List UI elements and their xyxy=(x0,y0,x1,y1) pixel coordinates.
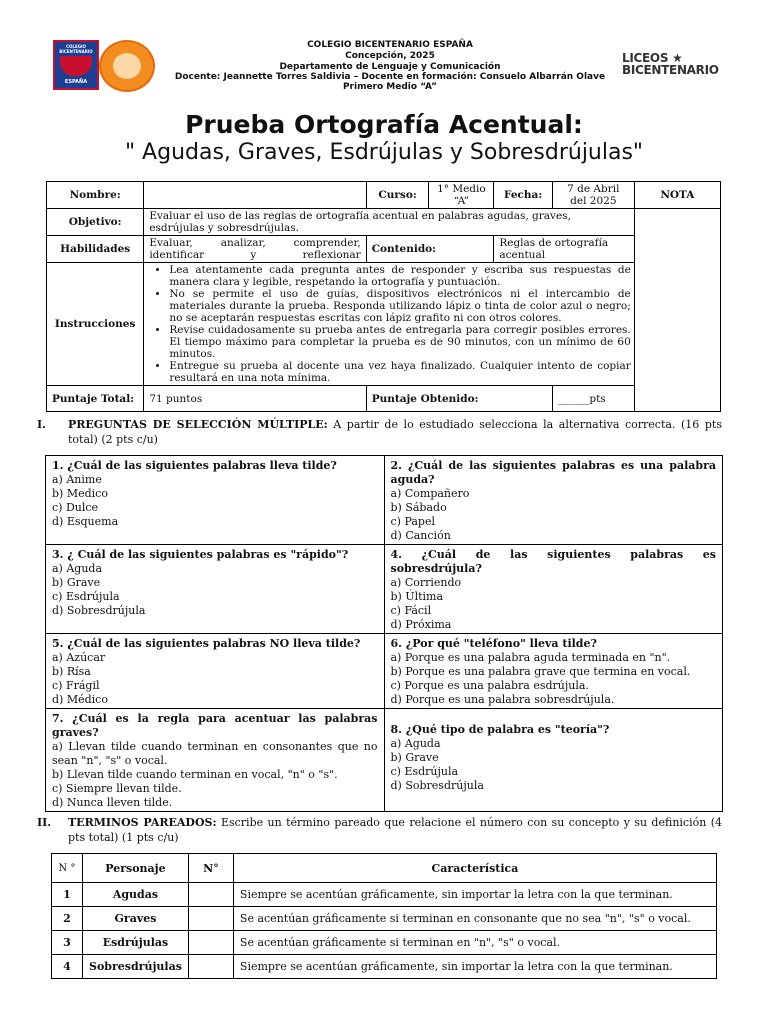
puntaje-obtenido-label: Puntaje Obtenido: xyxy=(366,386,552,412)
habilidades-value: Evaluar, analizar, comprender, identificar y reflexionar xyxy=(144,236,366,263)
student-info-table xyxy=(46,181,721,412)
fecha-label: Fecha: xyxy=(494,182,553,209)
page-subtitle: " Agudas, Graves, Esdrújulas y Sobresdrújulas" xyxy=(124,140,644,165)
option-c[interactable]: c) Esdrújula xyxy=(52,590,120,603)
section-1-number: I. xyxy=(37,418,46,431)
table-row xyxy=(52,907,717,931)
option-a[interactable]: a) Azúcar xyxy=(52,651,106,664)
objetivo-value: Evaluar el uso de las reglas de ortografía acentual en palabras agudas, graves, esdrújulas y sobresdrújulas. xyxy=(144,209,634,236)
seal-figure-icon xyxy=(113,53,141,79)
col-header-caracteristica: Característica xyxy=(233,854,716,883)
row-number: 1 xyxy=(52,883,83,907)
option-c[interactable]: c) Fácil xyxy=(390,604,432,617)
liceos-logo-line1: LICEOS ★ xyxy=(622,51,683,65)
option-a[interactable]: a) Compañero xyxy=(390,487,470,500)
instructions-list xyxy=(147,264,630,384)
col-header-personaje: Personaje xyxy=(83,854,189,883)
option-c[interactable]: c) Esdrújula xyxy=(390,765,459,778)
option-b[interactable]: b) Grave xyxy=(390,751,439,764)
question-text: 6. ¿Por qué "teléfono" lleva tilde? xyxy=(390,637,597,650)
question-text: 8. ¿Qué tipo de palabra es "teoría"? xyxy=(390,723,610,736)
option-a[interactable]: a) Llevan tilde cuando terminan en consonantes que no sean "n", "s" o vocal. xyxy=(52,740,378,767)
section-1-title: PREGUNTAS DE SELECCIÓN MÚLTIPLE: xyxy=(68,418,328,431)
questions-table xyxy=(45,455,723,812)
round-seal-logo xyxy=(99,40,155,92)
puntaje-total-value: 71 puntos xyxy=(144,386,366,412)
question-4 xyxy=(384,545,723,634)
instruction-item: • No se permite el uso de guías, dispositivos electrónicos ni el intercambio de materiales durante la prueba. Responda utilizando lápiz o tinta de color azul o negro; no se aceptarán respuestas escritas con lápiz grafito ni con otros colores. xyxy=(169,288,630,324)
row-caracteristica: Siempre se acentúan gráficamente, sin importar la letra con la que terminan. xyxy=(233,955,716,979)
section-2-heading xyxy=(37,815,722,845)
liceos-bicentenario-logo xyxy=(622,52,719,76)
nombre-field[interactable] xyxy=(144,182,366,209)
row-personaje: Esdrújulas xyxy=(83,931,189,955)
option-d[interactable]: d) Sobresdrújula xyxy=(52,604,146,617)
school-logo xyxy=(53,40,99,90)
curso-value: 1° Medio “A” xyxy=(429,182,494,209)
question-text: 4. ¿Cuál de las siguientes palabras es sobresdrújula? xyxy=(390,548,716,575)
option-d[interactable]: d) Esquema xyxy=(52,515,119,528)
curso-label: Curso: xyxy=(366,182,429,209)
option-b[interactable]: b) Porque es una palabra grave que termina en vocal. xyxy=(390,665,691,678)
col-header-answer-number: N° xyxy=(188,854,233,883)
question-text: 1. ¿Cuál de las siguientes palabras lleva tilde? xyxy=(52,459,337,472)
header-course: Primero Medio “A” xyxy=(342,82,438,92)
table-row xyxy=(52,931,717,955)
logo-bottom-text: ESPAÑA xyxy=(64,79,88,85)
fecha-value: 7 de Abril del 2025 xyxy=(552,182,634,209)
liceos-logo-line2: BICENTENARIO xyxy=(622,63,719,77)
puntaje-obtenido-field[interactable]: ______pts xyxy=(552,386,634,412)
question-text: 7. ¿Cuál es la regla para acentuar las palabras graves? xyxy=(52,712,378,739)
question-2 xyxy=(384,456,723,545)
option-d[interactable]: d) Canción xyxy=(390,529,451,542)
answer-field[interactable] xyxy=(188,907,233,931)
habilidades-label: Habilidades xyxy=(47,236,144,263)
row-number: 3 xyxy=(52,931,83,955)
option-d[interactable]: d) Próxima xyxy=(390,618,452,631)
option-d[interactable]: d) Porque es una palabra sobresdrújula. xyxy=(390,693,615,706)
nota-label: NOTA xyxy=(634,182,720,209)
option-a[interactable]: a) Anime xyxy=(52,473,102,486)
option-b[interactable]: b) Medico xyxy=(52,487,108,500)
objetivo-label: Objetivo: xyxy=(47,209,144,236)
instruction-item: • Lea atentamente cada pregunta antes de responder y escriba sus respuestas de manera clara y legible, respetando la ortografía y puntuación. xyxy=(169,264,630,288)
section-2-text: Escribe un término pareado que relacione el número con su concepto y su definición (4 pts total) (1 pts c/u) xyxy=(68,816,723,844)
section-2-number: II. xyxy=(37,816,52,829)
question-text: 5. ¿Cuál de las siguientes palabras NO lleva tilde? xyxy=(52,637,361,650)
header-department: Departamento de Lenguaje y Comunicación xyxy=(279,62,501,72)
row-personaje: Agudas xyxy=(83,883,189,907)
instruction-item: • Entregue su prueba al docente una vez haya finalizado. Cualquier intento de copiar resultará en una nota mínima. xyxy=(169,360,630,384)
section-1-text: A partir de lo estudiado selecciona la alternativa correcta. (16 pts total) (2 pts c/u) xyxy=(68,418,722,446)
question-6 xyxy=(384,634,723,709)
option-c[interactable]: c) Siempre llevan tilde. xyxy=(52,782,182,795)
option-b[interactable]: b) Sábado xyxy=(390,501,447,514)
row-caracteristica: Siempre se acentúan gráficamente, sin importar la letra con la que terminan. xyxy=(233,883,716,907)
option-b[interactable]: b) Última xyxy=(390,590,444,603)
instruction-item: • Revise cuidadosamente su prueba antes de entregarla para corregir posibles errores. El tiempo máximo para completar la prueba es de 90 minutos, con un mínimo de 60 minutos. xyxy=(169,324,630,360)
paired-terms-table xyxy=(51,853,717,979)
option-b[interactable]: b) Rísa xyxy=(52,665,91,678)
option-a[interactable]: a) Corriendo xyxy=(390,576,462,589)
question-1 xyxy=(46,456,385,545)
option-a[interactable]: a) Aguda xyxy=(52,562,103,575)
option-d[interactable]: d) Sobresdrújula xyxy=(390,779,484,792)
puntaje-total-label: Puntaje Total: xyxy=(47,386,144,412)
option-c[interactable]: c) Dulce xyxy=(52,501,99,514)
answer-field[interactable] xyxy=(188,931,233,955)
instrucciones-label: Instrucciones xyxy=(47,263,144,386)
header-city: Concepción, 2025 xyxy=(345,51,435,61)
row-personaje: Graves xyxy=(83,907,189,931)
answer-field[interactable] xyxy=(188,955,233,979)
question-text: 2. ¿Cuál de las siguientes palabras es una palabra aguda? xyxy=(390,459,716,486)
page-title: Prueba Ortografía Acentual: xyxy=(185,110,583,139)
question-7 xyxy=(46,709,385,812)
option-b[interactable]: b) Llevan tilde cuando terminan en vocal, "n" o "s". xyxy=(52,768,338,781)
option-a[interactable]: a) Aguda xyxy=(390,737,441,750)
option-d[interactable]: d) Nunca lleven tilde. xyxy=(52,796,173,809)
option-c[interactable]: c) Papel xyxy=(390,515,435,528)
nota-field[interactable] xyxy=(634,209,720,412)
nombre-label: Nombre: xyxy=(47,182,144,209)
row-number: 2 xyxy=(52,907,83,931)
table-row xyxy=(52,883,717,907)
option-d[interactable]: d) Médico xyxy=(52,693,108,706)
section-1-heading xyxy=(37,417,722,447)
answer-field[interactable] xyxy=(188,883,233,907)
table-row xyxy=(52,955,717,979)
section-2-title: TERMINOS PAREADOS: xyxy=(68,816,217,829)
row-caracteristica: Se acentúan gráficamente si terminan en consonante que no sea "n", "s" o vocal. xyxy=(233,907,716,931)
option-c[interactable]: c) Porque es una palabra esdrújula. xyxy=(390,679,589,692)
question-5 xyxy=(46,634,385,709)
header-school: COLEGIO BICENTENARIO ESPAÑA xyxy=(307,40,473,50)
logo-top-text: COLEGIO BICENTENARIO xyxy=(59,44,93,54)
col-header-number: N ° xyxy=(52,854,83,883)
contenido-value: Reglas de ortografía acentual xyxy=(494,236,634,263)
option-b[interactable]: b) Grave xyxy=(52,576,101,589)
shield-icon xyxy=(60,56,92,76)
question-8 xyxy=(384,709,723,812)
row-caracteristica: Se acentúan gráficamente si terminan en "n", "s" o vocal. xyxy=(233,931,716,955)
question-3 xyxy=(46,545,385,634)
row-personaje: Sobresdrújulas xyxy=(83,955,189,979)
contenido-label: Contenido: xyxy=(366,236,494,263)
option-a[interactable]: a) Porque es una palabra aguda terminada en "n". xyxy=(390,651,671,664)
header-teachers: Docente: Jeannette Torres Saldivia – Docente en formación: Consuelo Albarrán Olave xyxy=(174,72,606,82)
option-c[interactable]: c) Frágil xyxy=(52,679,100,692)
question-text: 3. ¿ Cuál de las siguientes palabras es "rápido"? xyxy=(52,548,349,561)
row-number: 4 xyxy=(52,955,83,979)
